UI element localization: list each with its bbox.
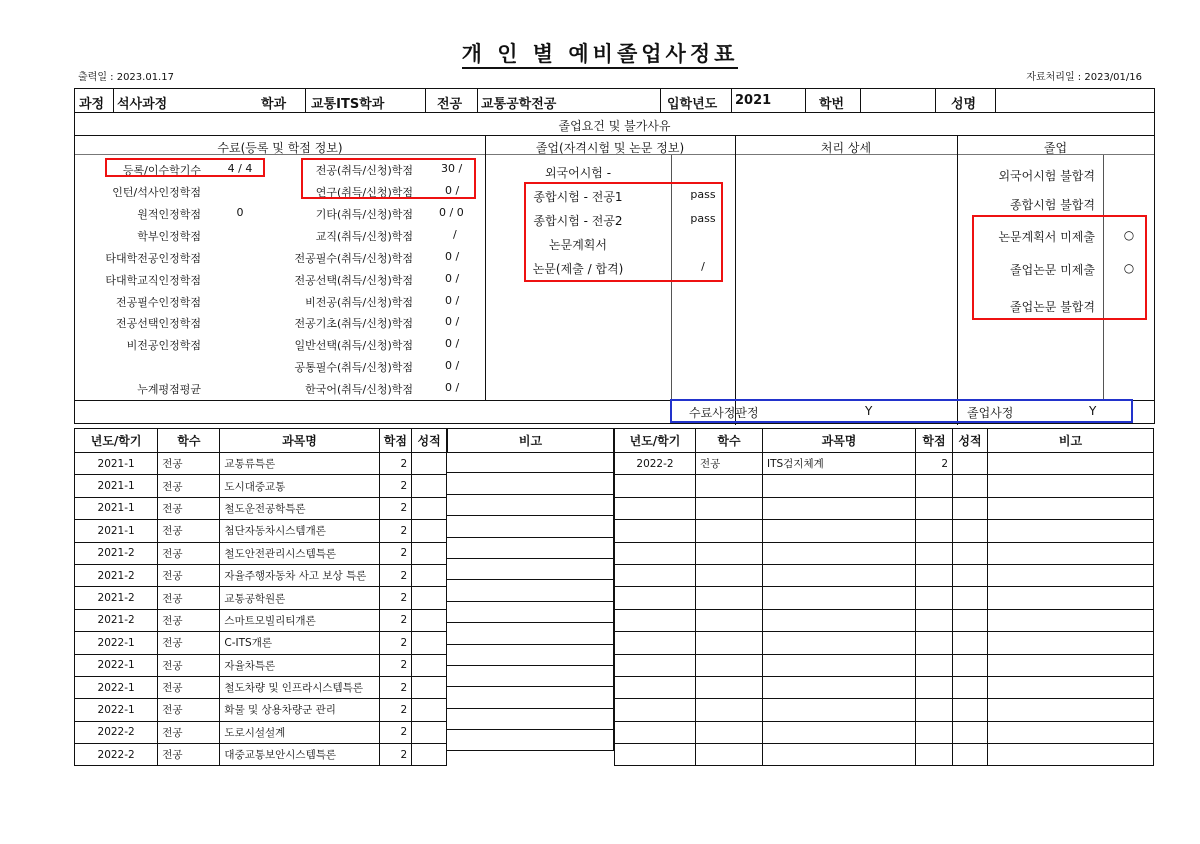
left-row-label: 원적인정학점 (137, 208, 201, 221)
course-credit: 2 (379, 520, 412, 542)
note-cell (447, 473, 614, 494)
graduation-judgement-value: Y (1089, 404, 1097, 418)
course-type: 전공 (158, 632, 220, 654)
dept-value: 교통ITS학과 (311, 97, 385, 112)
course-name: 첨단자동차시스템개론 (220, 520, 379, 542)
course-credit (916, 564, 953, 586)
course-type: 전공 (696, 453, 763, 475)
mid-row-label: 전공선택(취득/신청)학점 (294, 274, 413, 287)
mid-row-value: 0 / (445, 272, 460, 285)
course-name: 자율차특론 (220, 654, 379, 676)
course-grade (953, 497, 988, 519)
mid-row-label: 한국어(취득/신청)학점 (305, 383, 413, 396)
course-note (988, 721, 1154, 743)
course-type (696, 654, 763, 676)
note-cell (447, 602, 614, 623)
course-type: 전공 (158, 587, 220, 609)
course-note (988, 676, 1154, 698)
col-note: 비고 (448, 429, 614, 453)
col-grade: 성적 (953, 429, 988, 453)
exam-row-label: 종합시험 - 전공2 (533, 214, 623, 228)
course-term: 2022-1 (75, 654, 158, 676)
table-row (615, 475, 1154, 497)
course-grade (953, 542, 988, 564)
left-row-value: 4 / 4 (227, 162, 253, 175)
course-term (615, 475, 696, 497)
grad-row-mark: ○ (1123, 261, 1135, 275)
highlight-box-judgement (670, 399, 1133, 423)
course-type (696, 721, 763, 743)
course-name (763, 564, 916, 586)
course-grade (953, 632, 988, 654)
course-term (615, 699, 696, 721)
course-type (696, 676, 763, 698)
process-date: 자료처리일 : 2023/01/16 (1026, 72, 1142, 83)
mid-row-label: 공통필수(취득/신청)학점 (294, 361, 413, 374)
course-type: 전공 (158, 676, 220, 698)
grad-row-label: 논문계획서 미제출 (998, 230, 1095, 244)
course-grade (412, 721, 447, 743)
left-row-label: 타대학교직인정학점 (105, 274, 201, 287)
left-row-label: 등록/이수학기수 (122, 164, 201, 177)
table-row (75, 453, 447, 475)
course-note (988, 453, 1154, 475)
course-term (615, 520, 696, 542)
course-term (615, 564, 696, 586)
table-row (615, 632, 1154, 654)
course-grade (412, 587, 447, 609)
left-row-label: 누계평점평균 (137, 383, 201, 396)
course-type: 전공 (158, 542, 220, 564)
course-name: 교통류특론 (220, 453, 379, 475)
course-note (988, 654, 1154, 676)
grad-row-label: 졸업논문 불합격 (1010, 300, 1095, 314)
course-grade (412, 475, 447, 497)
course-grade (953, 475, 988, 497)
course-term (615, 744, 696, 766)
col-type: 학수 (696, 429, 763, 453)
course-name: 스마트모빌리티개론 (220, 609, 379, 631)
course-name (763, 542, 916, 564)
note-cell (447, 538, 614, 559)
course-term (615, 609, 696, 631)
course-type: 전공 (158, 609, 220, 631)
grad-row-label: 종합시험 불합격 (1010, 198, 1095, 212)
course-credit: 2 (379, 542, 412, 564)
mid-row-value: 30 / (441, 162, 463, 175)
table-row (75, 654, 447, 676)
course-name: 화물 및 상용차량군 관리 (220, 699, 379, 721)
print-date: 출력일 : 2023.01.17 (78, 72, 174, 83)
course-name: C-ITS개론 (220, 632, 379, 654)
major-value: 교통공학전공 (481, 97, 557, 112)
table-row (75, 699, 447, 721)
exam-row-label: 논문계획서 (549, 238, 607, 252)
course-grade (412, 520, 447, 542)
mid-row-label: 전공기초(취득/신청)학점 (294, 317, 413, 330)
course-name (763, 609, 916, 631)
col-credit: 학점 (379, 429, 412, 453)
course-type: 전공 (158, 721, 220, 743)
course-credit: 2 (379, 564, 412, 586)
mid-row-value: 0 / (445, 359, 460, 372)
course-grade (412, 744, 447, 766)
mid-row-label: 비전공(취득/신청)학점 (305, 296, 413, 309)
course-grade (953, 587, 988, 609)
course-type: 전공 (158, 654, 220, 676)
graduation-judgement-label: 졸업사정 (967, 406, 1014, 420)
course-term (615, 497, 696, 519)
course-grade (953, 520, 988, 542)
course-note (988, 587, 1154, 609)
course-table-header (75, 429, 447, 453)
highlight-box-exams (524, 182, 723, 282)
course-type (696, 609, 763, 631)
table-row (75, 497, 447, 519)
course-term: 2022-1 (75, 699, 158, 721)
table-row (75, 721, 447, 743)
entry-year-value: 2021 (735, 93, 772, 108)
course-grade (953, 744, 988, 766)
entry-year-label: 입학년도 (667, 97, 718, 112)
course-credit: 2 (916, 453, 953, 475)
table-row (75, 676, 447, 698)
highlight-box-thesis (972, 215, 1147, 320)
course-name (763, 520, 916, 542)
course-type (696, 475, 763, 497)
course-term (615, 721, 696, 743)
left-row-label: 학부인정학점 (137, 230, 201, 243)
mid-row-label: 전공필수(취득/신청)학점 (294, 252, 413, 265)
graduation-req-heading: 졸업(자격시험 및 논문 정보) (535, 141, 685, 155)
course-grade (412, 564, 447, 586)
table-row (75, 632, 447, 654)
mid-row-value: 0 / (445, 337, 460, 350)
course-name: 철도운전공학특론 (220, 497, 379, 519)
section-title: 졸업요건 및 불가사유 (558, 119, 671, 133)
dept-label: 학과 (261, 97, 287, 112)
course-credit (916, 721, 953, 743)
table-row (615, 609, 1154, 631)
student-id-label: 학번 (819, 97, 845, 112)
table-row (615, 564, 1154, 586)
highlight-box-registration (105, 158, 265, 177)
table-row (615, 744, 1154, 766)
course-name: ITS검지체계 (763, 453, 916, 475)
mid-row-label: 전공(취득/신청)학점 (315, 164, 413, 177)
course-name: 철도차량 및 인프라시스템특론 (220, 676, 379, 698)
course-credit: 2 (379, 475, 412, 497)
table-row (615, 587, 1154, 609)
table-row (615, 721, 1154, 743)
course-type (696, 542, 763, 564)
course-term: 2022-2 (75, 744, 158, 766)
left-row-label: 전공선택인정학점 (115, 317, 201, 330)
course-type: 전공 (158, 453, 220, 475)
mid-row-value: 0 / (445, 381, 460, 394)
course-grade (953, 676, 988, 698)
mid-row-value: 0 / (445, 315, 460, 328)
exam-row-value: / (701, 260, 705, 273)
course-term (615, 654, 696, 676)
page-title: 개 인 별 예비졸업사정표 (0, 38, 1200, 68)
course-note (988, 699, 1154, 721)
name-label: 성명 (951, 97, 977, 112)
course-term: 2021-2 (75, 542, 158, 564)
course-credit: 2 (379, 654, 412, 676)
course-grade (412, 676, 447, 698)
course-note (988, 520, 1154, 542)
exam-row-value: pass (690, 212, 716, 225)
course-credit (916, 497, 953, 519)
course-term (615, 587, 696, 609)
note-cell (447, 645, 614, 666)
course-term: 2022-1 (75, 632, 158, 654)
completion-heading: 수료(등록 및 학점 정보) (217, 141, 343, 155)
table-row (75, 587, 447, 609)
grad-row-mark: ○ (1123, 228, 1135, 242)
course-name: 도로시설설계 (220, 721, 379, 743)
grad-row-label: 외국어시험 불합격 (998, 169, 1095, 183)
course-note (988, 632, 1154, 654)
course-type: 전공 (158, 475, 220, 497)
note-cell (447, 623, 614, 644)
note-cell (447, 495, 614, 516)
course-type (696, 497, 763, 519)
course-credit: 2 (379, 497, 412, 519)
course-type (696, 632, 763, 654)
course-grade (412, 699, 447, 721)
course-note (988, 542, 1154, 564)
left-row-label: 타대학전공인정학점 (105, 252, 201, 265)
table-row (75, 609, 447, 631)
course-credit: 2 (379, 609, 412, 631)
course-grade (412, 609, 447, 631)
course-label: 과정 (79, 97, 105, 112)
course-term (615, 632, 696, 654)
col-credit: 학점 (916, 429, 953, 453)
table-row (615, 453, 1154, 475)
course-grade (412, 497, 447, 519)
course-type: 전공 (158, 497, 220, 519)
major-label: 전공 (437, 97, 463, 112)
table-row (75, 542, 447, 564)
course-credit: 2 (379, 721, 412, 743)
course-name (763, 699, 916, 721)
course-term: 2022-2 (615, 453, 696, 475)
note-column-left (447, 452, 614, 751)
note-cell (447, 559, 614, 580)
col-term: 년도/학기 (615, 429, 696, 453)
course-name (763, 475, 916, 497)
course-note (988, 564, 1154, 586)
course-type (696, 520, 763, 542)
course-type (696, 564, 763, 586)
course-name (763, 587, 916, 609)
course-credit (916, 654, 953, 676)
course-credit: 2 (379, 699, 412, 721)
course-term: 2022-2 (75, 721, 158, 743)
completion-judgement-value: Y (865, 404, 873, 418)
course-name: 철도안전관리시스템특론 (220, 542, 379, 564)
note-cell (447, 687, 614, 708)
course-credit (916, 676, 953, 698)
course-term: 2021-2 (75, 564, 158, 586)
course-type: 전공 (158, 744, 220, 766)
table-row (615, 520, 1154, 542)
col-type: 학수 (158, 429, 220, 453)
mid-row-label: 교직(취득/신청)학점 (315, 230, 413, 243)
course-credit (916, 542, 953, 564)
note-cell (447, 666, 614, 687)
course-term (615, 542, 696, 564)
col-name: 과목명 (220, 429, 379, 453)
course-grade (412, 542, 447, 564)
course-grade (953, 609, 988, 631)
mid-row-label: 연구(취득/신청)학점 (315, 186, 413, 199)
course-credit (916, 587, 953, 609)
course-term: 2021-2 (75, 587, 158, 609)
course-grade (953, 453, 988, 475)
course-credit (916, 632, 953, 654)
course-credit (916, 699, 953, 721)
course-note (988, 497, 1154, 519)
course-name: 대중교통보안시스템특론 (220, 744, 379, 766)
grad-row-label: 졸업논문 미제출 (1010, 263, 1095, 277)
course-name: 자율주행자동차 사고 보상 특론 (220, 564, 379, 586)
note-cell (447, 516, 614, 537)
detail-heading: 처리 상세 (820, 141, 872, 155)
table-row (615, 699, 1154, 721)
highlight-box-credits (301, 158, 476, 199)
course-name (763, 676, 916, 698)
table-row (75, 475, 447, 497)
course-term: 2021-1 (75, 453, 158, 475)
course-credit (916, 744, 953, 766)
table-row (615, 676, 1154, 698)
exam-row-label: 종합시험 - 전공1 (533, 190, 623, 204)
course-name: 도시대중교통 (220, 475, 379, 497)
course-type: 전공 (158, 699, 220, 721)
course-type (696, 744, 763, 766)
course-credit: 2 (379, 632, 412, 654)
mid-row-value: 0 / 0 (439, 206, 464, 219)
course-name (763, 497, 916, 519)
course-term: 2021-1 (75, 497, 158, 519)
completion-judgement-label: 수료사정판정 (689, 406, 759, 420)
course-value: 석사과정 (117, 97, 168, 112)
course-note (988, 744, 1154, 766)
course-table-header (615, 429, 1154, 453)
course-grade (953, 699, 988, 721)
course-grade (412, 632, 447, 654)
note-cell (447, 452, 614, 473)
course-table-left (74, 428, 447, 766)
mid-row-value: 0 / (445, 184, 460, 197)
course-name (763, 744, 916, 766)
mid-row-label: 일반선택(취득/신청)학점 (294, 339, 413, 352)
course-name (763, 654, 916, 676)
note-cell (447, 709, 614, 730)
course-credit (916, 609, 953, 631)
course-note (988, 475, 1154, 497)
col-grade: 성적 (412, 429, 447, 453)
course-term: 2021-2 (75, 609, 158, 631)
left-row-value: 0 (236, 206, 244, 219)
table-row (615, 542, 1154, 564)
course-grade (953, 654, 988, 676)
course-table-right (614, 428, 1154, 766)
left-row-label: 비전공인정학점 (126, 339, 201, 352)
col-term: 년도/학기 (75, 429, 158, 453)
course-term: 2022-1 (75, 676, 158, 698)
course-term: 2021-1 (75, 475, 158, 497)
course-grade (412, 453, 447, 475)
course-type: 전공 (158, 564, 220, 586)
course-grade (953, 721, 988, 743)
course-term (615, 676, 696, 698)
table-row (75, 520, 447, 542)
table-row (615, 654, 1154, 676)
mid-row-value: / (453, 228, 457, 241)
exam-row-value: pass (690, 188, 716, 201)
note-cell (447, 730, 614, 751)
exam-row-label: 논문(제출 / 합격) (532, 262, 624, 276)
course-grade (953, 564, 988, 586)
table-row (75, 744, 447, 766)
note-cell (447, 580, 614, 601)
col-name: 과목명 (763, 429, 916, 453)
course-type (696, 587, 763, 609)
course-name: 교통공학원론 (220, 587, 379, 609)
col-note: 비고 (988, 429, 1154, 453)
left-row-label: 인턴/석사인정학점 (112, 186, 201, 199)
course-type: 전공 (158, 520, 220, 542)
exam-row-label: 외국어시험 - (544, 166, 612, 180)
mid-row-value: 0 / (445, 250, 460, 263)
mid-row-label: 기타(취득/신청)학점 (315, 208, 413, 221)
graduation-heading: 졸업 (1043, 141, 1068, 155)
mid-row-value: 0 / (445, 294, 460, 307)
left-row-label: 전공필수인정학점 (115, 296, 201, 309)
course-name (763, 721, 916, 743)
table-row (615, 497, 1154, 519)
course-type (696, 699, 763, 721)
course-credit: 2 (379, 587, 412, 609)
table-row (75, 564, 447, 586)
course-credit: 2 (379, 676, 412, 698)
note-table-left (447, 428, 614, 453)
course-grade (412, 654, 447, 676)
course-note (988, 609, 1154, 631)
course-credit (916, 520, 953, 542)
course-credit (916, 475, 953, 497)
course-credit: 2 (379, 744, 412, 766)
course-term: 2021-1 (75, 520, 158, 542)
course-credit: 2 (379, 453, 412, 475)
course-name (763, 632, 916, 654)
